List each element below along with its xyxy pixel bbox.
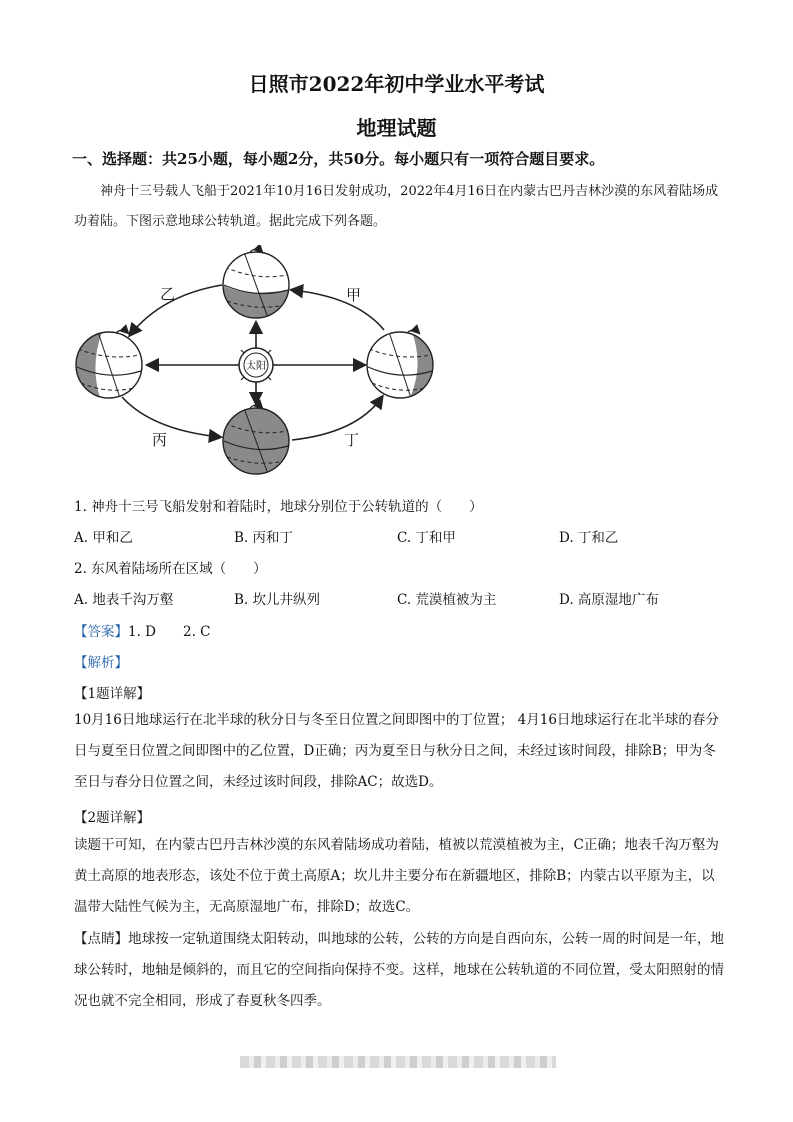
blurred-footer [240, 1056, 556, 1068]
detail-1-text: 10月16日地球运行在北半球的秋分日与冬至日位置之间即图中的丁位置； 4月16日地球运行在北半球的春分日与夏至日位置之间即图中的乙位置，D正确；丙为夏至日与秋分日之间，未经过该时间段，排除B；甲为冬至日与春分日位置之间，未经过该时间段，排除AC；故选D。 [74, 712, 719, 790]
q1-option-d: D. 丁和乙 [559, 530, 619, 546]
q2-option-c: C. 荒漠植被为主 [397, 592, 497, 608]
orbit-arrow-bing [122, 397, 220, 437]
q2-option-d: D. 高原湿地广布 [559, 592, 659, 608]
answer-label: 【答案】 [74, 624, 128, 640]
answer-text: 1. D 2. C [128, 624, 211, 640]
question-2-stem: 2. 东风着陆场所在区域（ ） [74, 561, 267, 577]
label-ding: 丁 [344, 431, 360, 449]
q2-option-b: B. 坎儿井纵列 [234, 592, 321, 608]
detail-2-text: 读题干可知，在内蒙古巴丹吉林沙漠的东风着陆场成功着陆，植被以荒漠植被为主，C正确；地表千沟万壑为黄土高原的地表形态，该处不位于黄土高原A；坎儿井主要分布在新疆地区，排除B；内蒙古以平原为主，以温带大陆性气候为主，无高原湿地广布，排除D；故选C。 [74, 837, 719, 915]
orbit-arrow-yi [130, 285, 222, 335]
tip-text: 地球按一定轨道围绕太阳转动，叫地球的公转，公转的方向是自西向东，公转一周的时间是一年，地球公转时，地轴是倾斜的，而且它的空间指向保持不变。这样，地球在公转轨道的不同位置，受太阳照射的情况也就不完全相同，形成了春夏秋冬四季。 [74, 931, 725, 1009]
label-jia: 甲 [346, 286, 362, 304]
sun-label: 太阳 [246, 361, 266, 372]
page-subtitle: 地理试题 [356, 116, 437, 140]
q1-option-c: C. 丁和甲 [397, 530, 456, 546]
detail-2-label: 【2题详解】 [74, 810, 151, 826]
detail-1-label: 【1题详解】 [74, 686, 151, 702]
q1-option-b: B. 丙和丁 [234, 530, 294, 546]
analysis-label: 【解析】 [74, 655, 128, 671]
page-title: 日照市2022年初中学业水平考试 [248, 72, 545, 96]
q2-option-a: A. 地表千沟万壑 [74, 592, 174, 608]
earth-orbit-diagram [72, 245, 452, 485]
q1-option-a: A. 甲和乙 [74, 530, 133, 546]
tip-label: 【点睛】 [74, 931, 129, 947]
label-yi: 乙 [160, 285, 176, 303]
orbit-arrow-ding [292, 397, 382, 440]
section-heading: 一、选择题：共25小题，每小题2分，共50分。每小题只有一项符合题目要求。 [72, 150, 605, 168]
tip-paragraph [74, 924, 724, 1017]
intro-text: 神舟十三号载人飞船于2021年10月16日发射成功，2022年4月16日在内蒙古巴丹吉林沙漠的东风着陆场成功着陆。下图示意地球公转轨道。据此完成下列各题。 [74, 184, 719, 229]
answer-line [74, 620, 211, 640]
label-bing: 丙 [152, 431, 168, 449]
orbit-arrow-jia [292, 290, 384, 330]
question-1-stem: 1. 神舟十三号飞船发射和着陆时，地球分别位于公转轨道的（ ） [74, 499, 483, 515]
